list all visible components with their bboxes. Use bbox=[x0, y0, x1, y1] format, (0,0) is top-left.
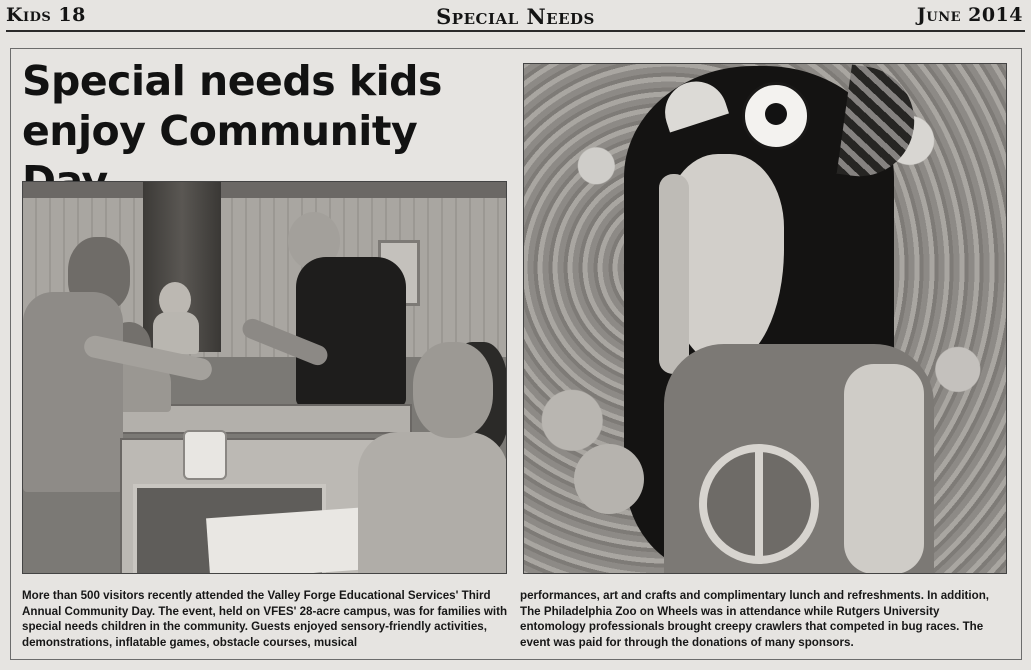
photo-woman-right bbox=[358, 342, 507, 573]
photo-activity-table bbox=[22, 181, 507, 574]
article-body-column-2: performances, art and crafts and complimentary lunch and refreshments. In addition, The Philadelphia Zoo on Wheels was in attendance while Rutgers University entomology professionals brought creepy crawlers that competed in bug races. The event was paid for through the donations of many sponsors. bbox=[520, 589, 990, 649]
issue-date: June 2014 bbox=[916, 4, 1023, 26]
article-headline: Special needs kids enjoy Community bbox=[22, 57, 442, 155]
photo-peace-sign bbox=[699, 444, 819, 564]
article-body-column-1: More than 500 visitors recently attended the Valley Forge Educational Services' Third Annual Community Day. The event, held on VFES' 28-acre campus, was for families with special needs children in the community. Guests enjoyed sensory-friendly activities, demonstrations, inflatable games, obstacle courses, musical bbox=[22, 589, 508, 649]
photo-striped-horn bbox=[837, 65, 922, 184]
page-header bbox=[6, 0, 1025, 32]
section-title: Special Needs bbox=[436, 4, 595, 29]
photo-hat-eye bbox=[742, 82, 810, 150]
photo-girl-monster-hat bbox=[523, 63, 1007, 574]
photo-girl-hair bbox=[659, 174, 689, 374]
photo-roof bbox=[23, 182, 506, 198]
photo-girl-arm bbox=[844, 364, 924, 574]
page-number-label: Kids 18 bbox=[6, 4, 86, 26]
photo-hand-holding-bug bbox=[574, 444, 644, 514]
photo-jar bbox=[183, 430, 227, 480]
